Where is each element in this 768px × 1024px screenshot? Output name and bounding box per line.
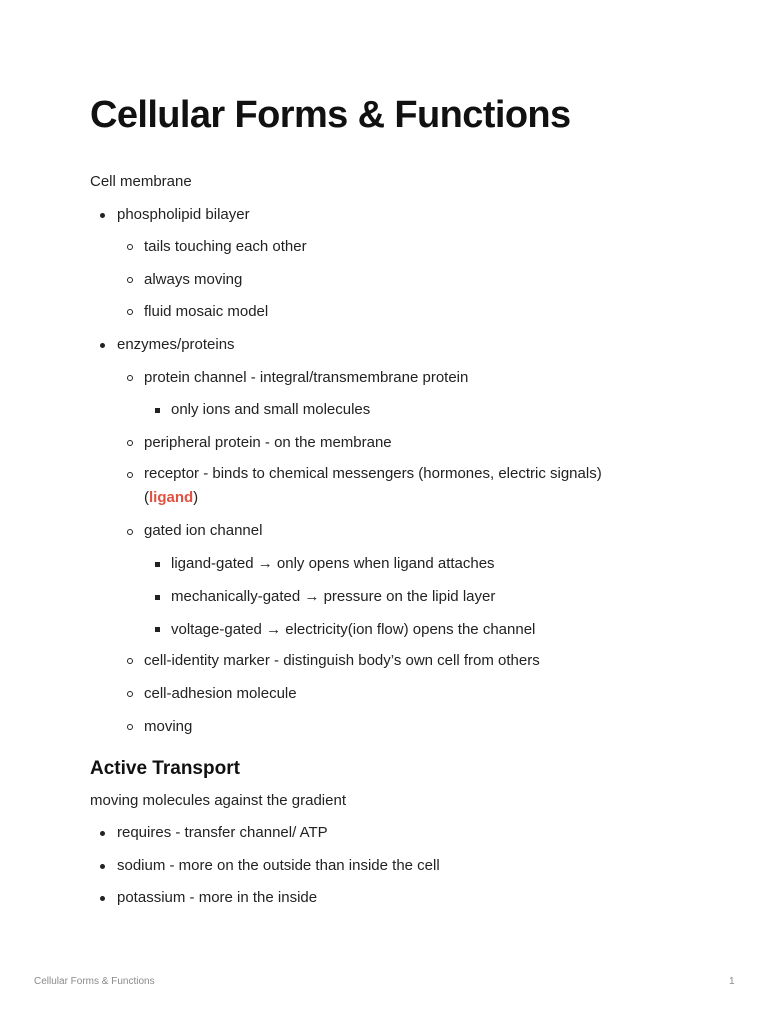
list-item: mechanically-gated → pressure on the lipid layer [171, 588, 496, 605]
bullet-circle [127, 658, 133, 664]
bullet-disc [100, 213, 105, 218]
list-item: phospholipid bilayer [117, 206, 250, 223]
list-item: requires - transfer channel/ ATP [117, 824, 328, 841]
list-item: sodium - more on the outside than inside the cell [117, 857, 440, 874]
list-item: enzymes/proteins [117, 336, 235, 353]
bullet-circle [127, 277, 133, 283]
highlight-ligand: ligand [149, 489, 194, 506]
footer-title: Cellular Forms & Functions [34, 976, 155, 987]
bullet-circle [127, 244, 133, 250]
bullet-circle [127, 529, 133, 535]
bullet-circle [127, 472, 133, 478]
bullet-circle [127, 309, 133, 315]
bullet-disc [100, 831, 105, 836]
bullet-disc [100, 864, 105, 869]
bullet-circle [127, 691, 133, 697]
list-item: voltage-gated → electricity(ion flow) opens the channel [171, 621, 536, 638]
list-item: moving [144, 718, 193, 735]
list-item: always moving [144, 271, 243, 288]
paren-open: ( [144, 489, 149, 506]
list-item: receptor - binds to chemical messengers (hormones, electric signals) [144, 465, 602, 482]
list-item: protein channel - integral/transmembrane protein [144, 369, 469, 386]
list-item: cell-identity marker - distinguish body’s own cell from others [144, 652, 540, 669]
list-item: only ions and small molecules [171, 401, 371, 418]
bullet-circle [127, 375, 133, 381]
paren-close: ) [193, 489, 199, 506]
section-intro-active-transport: moving molecules against the gradient [90, 792, 346, 809]
list-item: peripheral protein - on the membrane [144, 434, 392, 451]
section-heading-active-transport: Active Transport [90, 758, 240, 779]
list-item: fluid mosaic model [144, 303, 269, 320]
page-title: Cellular Forms & Functions [90, 94, 571, 136]
footer-page-number: 1 [729, 976, 735, 987]
bullet-square [155, 562, 160, 567]
list-item: tails touching each other [144, 238, 307, 255]
bullet-disc [100, 896, 105, 901]
bullet-disc [100, 343, 105, 348]
section-intro-cell-membrane: Cell membrane [90, 173, 192, 190]
list-item: ligand-gated → only opens when ligand attaches [171, 555, 495, 572]
bullet-circle [127, 724, 133, 730]
bullet-circle [127, 440, 133, 446]
bullet-square [155, 627, 160, 632]
list-item: gated ion channel [144, 522, 263, 539]
list-item-continuation [144, 488, 198, 508]
bullet-square [155, 595, 160, 600]
list-item: cell-adhesion molecule [144, 685, 297, 702]
bullet-square [155, 408, 160, 413]
list-item: potassium - more in the inside [117, 889, 318, 906]
